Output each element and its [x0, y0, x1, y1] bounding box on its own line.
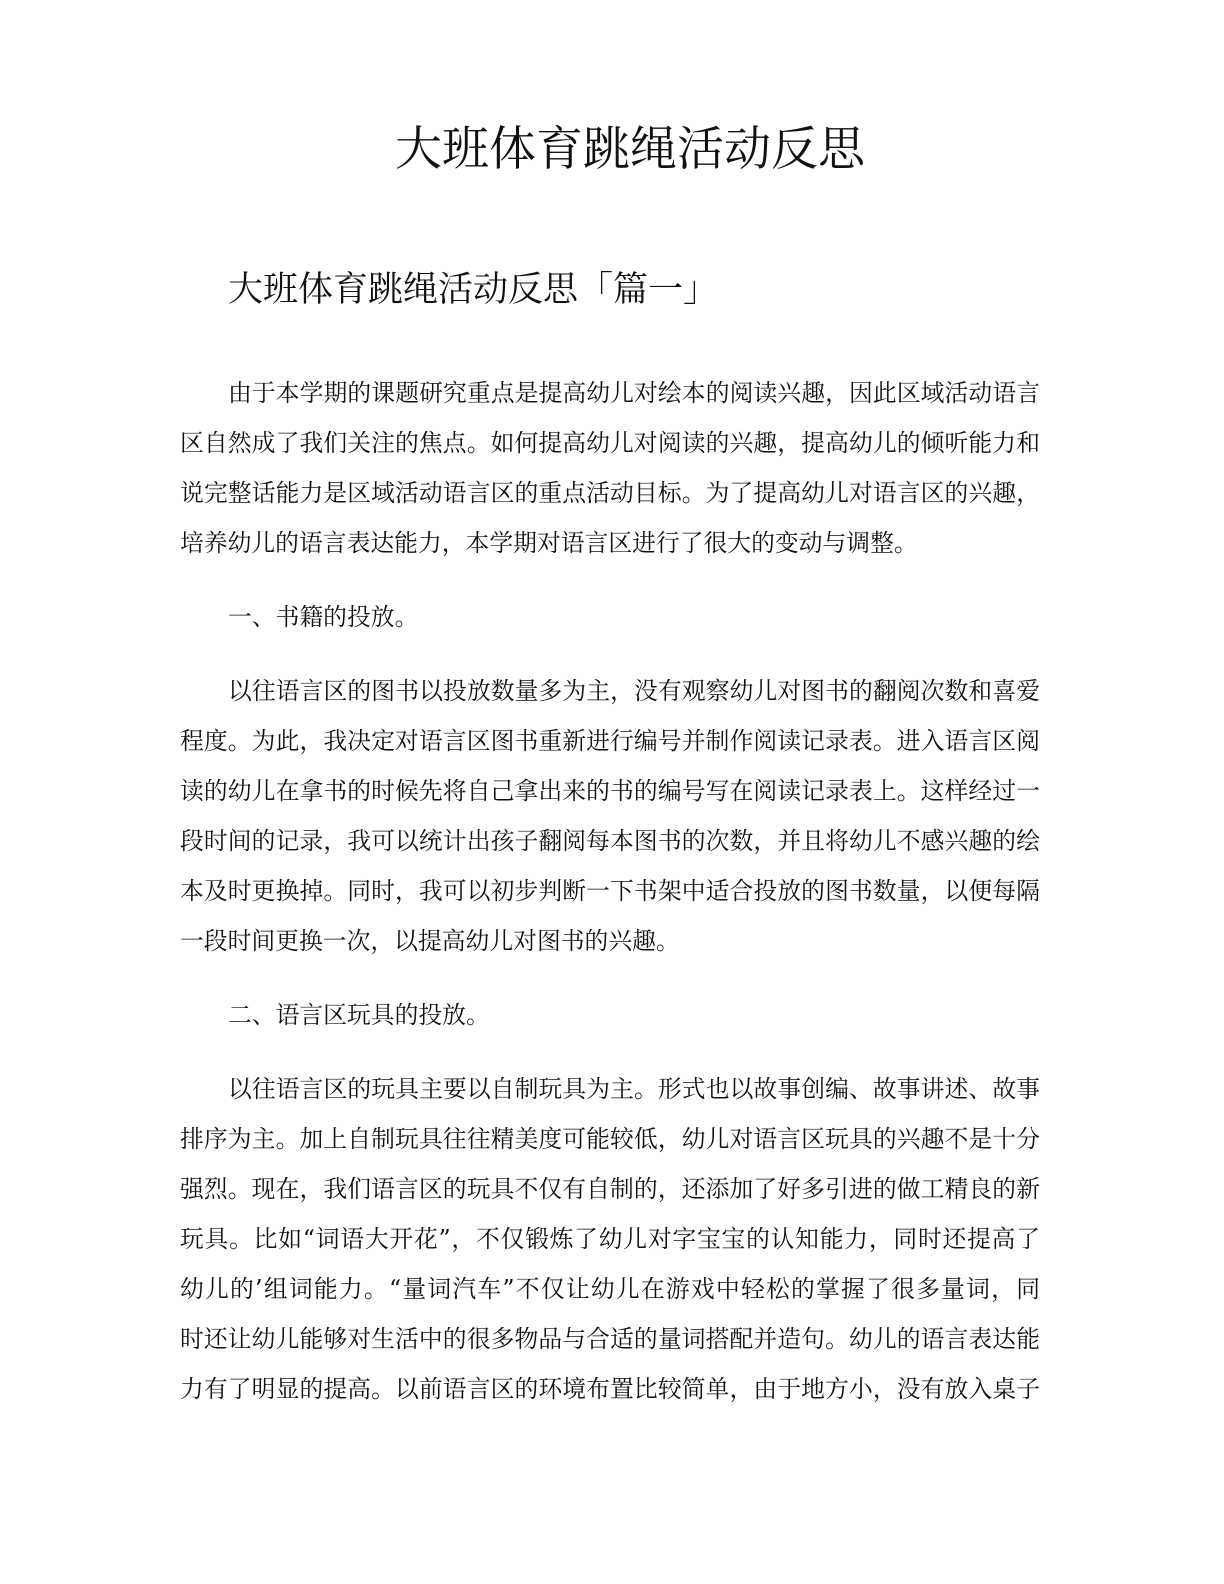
paragraph-line: 力有了明显的提高。以前语言区的环境布置比较简单，由于地方小，没有放入桌子: [180, 1375, 1040, 1403]
paragraph-line: 区自然成了我们关注的焦点。如何提高幼儿对阅读的兴趣，提高幼儿的倾听能力和: [180, 429, 1040, 457]
paragraph-line: 段时间的记录，我可以统计出孩子翻阅每本图书的次数，并且将幼儿不感兴趣的绘: [180, 827, 1040, 855]
paragraph-line: 由于本学期的课题研究重点是提高幼儿对绘本的阅读兴趣，因此区域活动语言: [228, 379, 1040, 407]
paragraph-line: 读的幼儿在拿书的时候先将自己拿出来的书的编号写在阅读记录表上。这样经过一: [180, 777, 1040, 805]
paragraph-line: 以往语言区的图书以投放数量多为主，没有观察幼儿对图书的翻阅次数和喜爱: [228, 677, 1040, 705]
heading-books: 一、书籍的投放。: [228, 603, 419, 631]
paragraph-line: 排序为主。加上自制玩具往往精美度可能较低，幼儿对语言区玩具的兴趣不是十分: [180, 1125, 1040, 1153]
intro-paragraph: [180, 368, 1040, 568]
paragraph-line: 玩具。比如“词语大开花”，不仅锻炼了幼儿对字宝宝的认知能力，同时还提高了: [180, 1225, 1040, 1253]
document-body: [180, 368, 1040, 1438]
paragraph-line: 本及时更换掉。同时，我可以初步判断一下书架中适合投放的图书数量，以便每隔: [180, 877, 1040, 905]
paragraph-line: 一段时间更换一次，以提高幼儿对图书的兴趣。: [180, 927, 680, 955]
paragraph-line: 培养幼儿的语言表达能力，本学期对语言区进行了很大的变动与调整。: [180, 529, 918, 557]
toys-paragraph: [180, 1064, 1040, 1414]
paragraph-line: 以往语言区的玩具主要以自制玩具为主。形式也以故事创编、故事讲述、故事: [228, 1075, 1040, 1103]
paragraph-line: 强烈。现在，我们语言区的玩具不仅有自制的，还添加了好多引进的做工精良的新: [180, 1175, 1040, 1203]
document-title: 大班体育跳绳活动反思: [395, 122, 865, 177]
section-heading: [180, 592, 1040, 642]
paragraph-line: 时还让幼儿能够对生活中的很多物品与合适的量词搭配并造句。幼儿的语言表达能: [180, 1325, 1040, 1353]
books-paragraph: [180, 666, 1040, 966]
heading-toys: 二、语言区玩具的投放。: [228, 1001, 490, 1029]
section-title: 大班体育跳绳活动反思「篇一」: [228, 270, 719, 310]
section-heading: [180, 990, 1040, 1040]
paragraph-line: 说完整话能力是区域活动语言区的重点活动目标。为了提高幼儿对语言区的兴趣，: [180, 479, 1040, 507]
paragraph-line: 程度。为此，我决定对语言区图书重新进行编号并制作阅读记录表。进入语言区阅: [180, 727, 1040, 755]
paragraph-line: 幼儿的’组词能力。“量词汽车”不仅让幼儿在游戏中轻松的掌握了很多量词，同: [180, 1275, 1040, 1303]
